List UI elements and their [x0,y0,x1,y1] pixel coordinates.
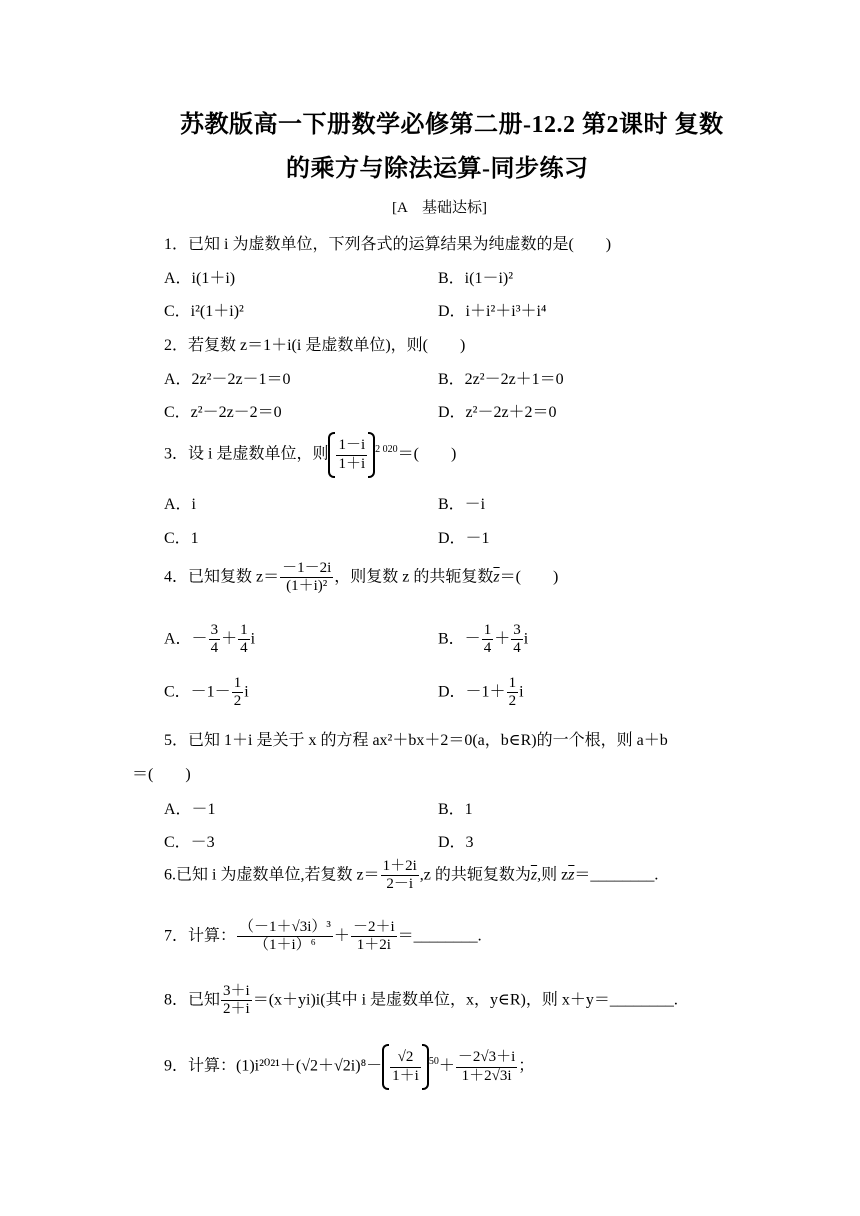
question-1-stem: 1．已知 i 为虚数单位，下列各式的运算结果为纯虚数的是( ) [164,236,612,253]
question-3-option-b: B．－i [438,496,486,513]
question-2-option-b: B．2z²－2z＋1＝0 [438,371,564,388]
question-9: 9．计算：(1)i²⁰²¹＋(√2＋√2i)⁸－ $\frac{√2}{1+i}$ $^{50}$＋ $\frac{-2√3+i}{1+2√3i}$ ； [164,1044,534,1090]
page-title-line1: 苏教版高一下册数学必修第二册-12.2 第2课时 复数 [180,112,724,138]
question-2-option-c: C．z²－2z－2＝0 [164,404,282,421]
question-1-option-d: D．i＋i²＋i³＋i⁴ [438,303,547,320]
section-heading: [A 基础达标] [392,200,487,216]
question-1-option-c: C．i²(1＋i)² [164,303,244,320]
question-2-stem: 2．若复数 z＝1＋i(i 是虚数单位)，则( ) [164,337,466,354]
question-2-option-d: D．z²－2z＋2＝0 [438,404,557,421]
question-8-fraction: $\frac{3+i}{2+i}$ [223,983,250,1018]
question-9-fraction-2: $\frac{-2√3+i}{1+2√3i}$ [457,1049,516,1084]
question-3-fraction: $\frac{1-i}{1+i}$ [338,437,366,472]
question-5-option-b: B．1 [438,801,473,818]
question-7: 7．计算： $\frac{\text{（－1＋√3i）³}}{\text{（1＋i）⁶}}$ ＋ $\frac{-2+i}{1+2i}$ ＝________. [164,919,482,954]
question-5-option-a: A．－1 [164,801,216,818]
page-title-line2: 的乘方与除法运算-同步练习 [286,156,589,182]
question-5-option-d: D．3 [438,834,474,851]
question-4-option-b: B．－ $\frac{1}{4}$ ＋ $\frac{3}{4}$ i [438,622,529,657]
question-5-stem-line1: 5．已知 1＋i 是关于 x 的方程 ax²＋bx＋2＝0(a，b∈R)的一个根，则 a＋b [164,732,668,749]
question-6-fraction: $\frac{1+2i}{2-i}$ [382,858,417,893]
question-9-fraction-1: $\frac{√2}{1+i}$ [392,1049,419,1084]
question-4-stem: 4．已知复数 z＝ $\frac{-1-2i}{\text{(1＋i)²}}$ ，则复数 z 的共轭复数$\overline{z}=$( ) [164,560,559,595]
question-2-option-a: A．2z²－2z－1＝0 [164,371,291,388]
question-4-option-d: D．－1＋ $\frac{1}{2}$ i [438,675,524,710]
question-4-option-a: A．－ $\frac{3}{4}$ ＋ $\frac{1}{4}$ i [164,622,256,657]
question-5-option-c: C．－3 [164,834,215,851]
question-3-option-c: C．1 [164,530,199,547]
question-5-stem-line2: ＝( ) [132,766,191,783]
question-1-option-a: A．i(1＋i) [164,270,236,287]
question-6: 6.已知 i 为虚数单位,若复数 z＝ $\frac{1+2i}{2-i}$ ,z 的共轭复数为$\overline{z}$,则 $z\overline{z}=\_\_\_\_\_\_\_\_$. [164,858,659,893]
question-1-option-b: B．i(1－i)² [438,270,514,287]
question-3-stem-text: 3．设 i 是虚数单位，则 [164,445,329,463]
question-4-option-c: C．－1－ $\frac{1}{2}$ i [164,675,249,710]
question-8: 8．已知 $\frac{3+i}{2+i}$ ＝(x＋yi)i(其中 i 是虚数单位，x，y∈R)，则 x＋y＝________. [164,983,678,1018]
question-3-option-d: D．－1 [438,530,490,547]
question-3-option-a: A．i [164,496,197,513]
question-3-stem: 3．设 i 是虚数单位，则 $\frac{1-i}{1+i}$ $^{2 020}$＝( ) [164,432,456,478]
question-7-fraction-1: $\frac{\text{（－1＋√3i）³}}{\text{（1＋i）⁶}}$ [239,919,331,954]
question-7-fraction-2: $\frac{-2+i}{1+2i}$ [352,919,395,954]
question-9-exponent: 50 [428,1055,439,1067]
question-3-exponent: 2 020 [375,443,398,455]
question-4-fraction: $\frac{-1-2i}{\text{(1＋i)²}}$ [282,560,332,595]
